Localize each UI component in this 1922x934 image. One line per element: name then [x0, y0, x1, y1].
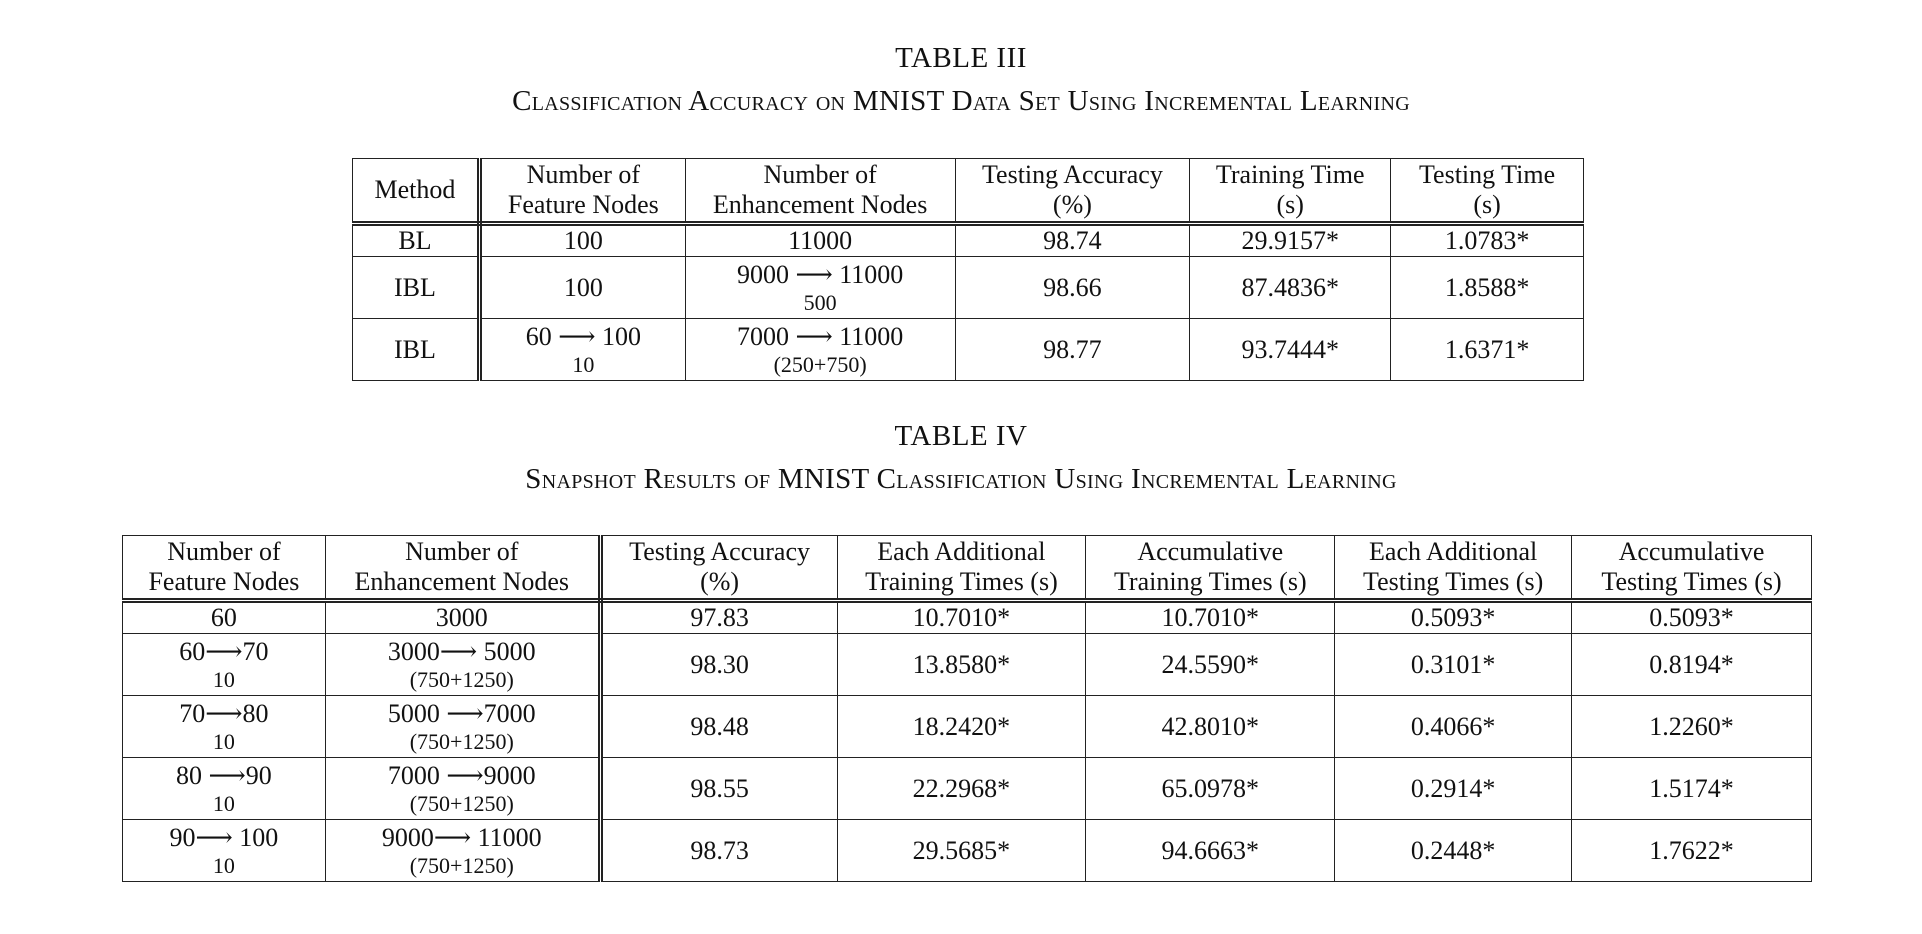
- table4-header-accuracy: Testing Accuracy (%): [600, 536, 837, 601]
- table4-header-acc-test: Accumulative Testing Times (s): [1572, 536, 1812, 601]
- table3-header-training-time: Training Time (s): [1190, 159, 1391, 224]
- table3-label: TABLE III: [895, 42, 1027, 74]
- table-row: [353, 257, 1584, 319]
- cell-feature: 100: [479, 257, 685, 319]
- cell-acc-train: 10.7010*: [1086, 601, 1335, 634]
- cell-accuracy: 97.83: [600, 601, 837, 634]
- cell-add-test: 0.2448*: [1335, 820, 1572, 882]
- cell-enhancement: 9000⟶ 11000 (750+1250): [325, 820, 600, 882]
- cell-enhancement: 3000: [325, 601, 600, 634]
- table4-header-acc-train: Accumulative Training Times (s): [1086, 536, 1335, 601]
- table4: [122, 535, 1812, 882]
- cell-testing-time: 1.8588*: [1391, 257, 1584, 319]
- table3-header-feature: Number of Feature Nodes: [479, 159, 685, 224]
- table3-header-testing-time: Testing Time (s): [1391, 159, 1584, 224]
- cell-training-time: 87.4836*: [1190, 257, 1391, 319]
- cell-testing-time: 1.6371*: [1391, 319, 1584, 381]
- table4-header-add-train: Each Additional Training Times (s): [837, 536, 1086, 601]
- table4-header-row: [123, 536, 1812, 601]
- table-row: [123, 696, 1812, 758]
- cell-acc-test: 1.2260*: [1572, 696, 1812, 758]
- table-row: [123, 758, 1812, 820]
- cell-enhancement: 5000 ⟶7000 (750+1250): [325, 696, 600, 758]
- cell-add-train: 22.2968*: [837, 758, 1086, 820]
- table4-caption: [0, 420, 1922, 496]
- cell-acc-train: 65.0978*: [1086, 758, 1335, 820]
- cell-acc-test: 1.5174*: [1572, 758, 1812, 820]
- table3-header-accuracy: Testing Accuracy (%): [955, 159, 1190, 224]
- cell-feature: 100: [479, 224, 685, 257]
- cell-enhancement: 11000: [685, 224, 955, 257]
- cell-add-train: 10.7010*: [837, 601, 1086, 634]
- cell-enhancement: 3000⟶ 5000 (750+1250): [325, 634, 600, 696]
- cell-feature: 60: [123, 601, 326, 634]
- cell-accuracy: 98.30: [600, 634, 837, 696]
- table-row: [353, 319, 1584, 381]
- table4-title: Snapshot Results of MNIST Classification Using Incremental Learning: [525, 463, 1397, 495]
- cell-add-test: 0.3101*: [1335, 634, 1572, 696]
- table3-header-enhancement: Number of Enhancement Nodes: [685, 159, 955, 224]
- cell-accuracy: 98.48: [600, 696, 837, 758]
- table-row: [123, 634, 1812, 696]
- cell-accuracy: 98.77: [955, 319, 1190, 381]
- table-row: [353, 224, 1584, 257]
- table3-header-method: Method: [353, 159, 480, 224]
- cell-add-test: 0.4066*: [1335, 696, 1572, 758]
- table4-header-feature: Number of Feature Nodes: [123, 536, 326, 601]
- table4-header-enhancement: Number of Enhancement Nodes: [325, 536, 600, 601]
- cell-testing-time: 1.0783*: [1391, 224, 1584, 257]
- cell-feature: 60 ⟶ 100 10: [479, 319, 685, 381]
- table3: [352, 158, 1584, 381]
- cell-feature: 90⟶ 100 10: [123, 820, 326, 882]
- cell-method: IBL: [353, 257, 480, 319]
- table-row: [123, 820, 1812, 882]
- cell-feature: 70⟶80 10: [123, 696, 326, 758]
- cell-accuracy: 98.55: [600, 758, 837, 820]
- cell-acc-test: 1.7622*: [1572, 820, 1812, 882]
- cell-enhancement: 9000 ⟶ 11000 500: [685, 257, 955, 319]
- table4-label: TABLE IV: [894, 420, 1028, 452]
- cell-accuracy: 98.74: [955, 224, 1190, 257]
- cell-feature: 80 ⟶90 10: [123, 758, 326, 820]
- cell-acc-train: 94.6663*: [1086, 820, 1335, 882]
- cell-enhancement: 7000 ⟶9000 (750+1250): [325, 758, 600, 820]
- cell-accuracy: 98.66: [955, 257, 1190, 319]
- cell-add-train: 29.5685*: [837, 820, 1086, 882]
- cell-add-test: 0.2914*: [1335, 758, 1572, 820]
- table-row: [123, 601, 1812, 634]
- cell-method: IBL: [353, 319, 480, 381]
- cell-training-time: 93.7444*: [1190, 319, 1391, 381]
- cell-add-train: 13.8580*: [837, 634, 1086, 696]
- table3-caption: [0, 42, 1922, 118]
- cell-acc-train: 24.5590*: [1086, 634, 1335, 696]
- cell-add-train: 18.2420*: [837, 696, 1086, 758]
- cell-acc-test: 0.5093*: [1572, 601, 1812, 634]
- cell-enhancement: 7000 ⟶ 11000 (250+750): [685, 319, 955, 381]
- cell-method: BL: [353, 224, 480, 257]
- cell-add-test: 0.5093*: [1335, 601, 1572, 634]
- cell-training-time: 29.9157*: [1190, 224, 1391, 257]
- table3-header-row: [353, 159, 1584, 224]
- cell-acc-test: 0.8194*: [1572, 634, 1812, 696]
- table4-header-add-test: Each Additional Testing Times (s): [1335, 536, 1572, 601]
- cell-acc-train: 42.8010*: [1086, 696, 1335, 758]
- cell-accuracy: 98.73: [600, 820, 837, 882]
- cell-feature: 60⟶70 10: [123, 634, 326, 696]
- table3-title: Classification Accuracy on MNIST Data Set Using Incremental Learning: [512, 85, 1410, 117]
